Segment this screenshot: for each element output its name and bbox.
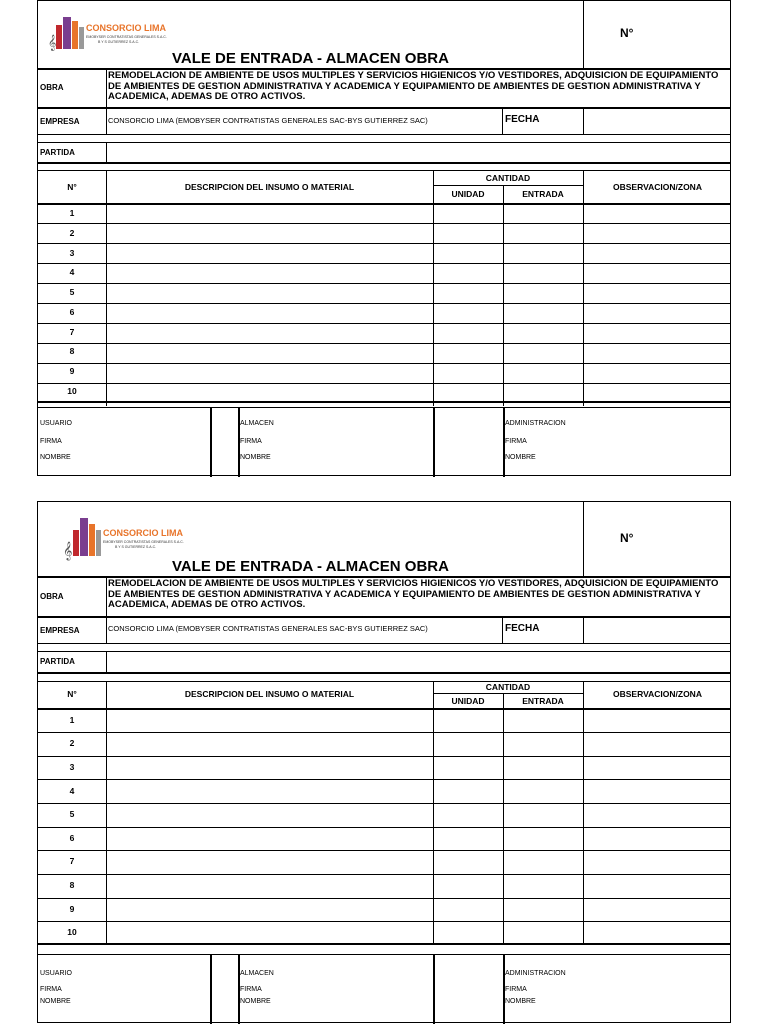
sig-almacen-nombre: NOMBRE bbox=[240, 998, 271, 1005]
obra-value: REMODELACION DE AMBIENTE DE USOS MULTIPLES Y SERVICIOS HIGIENICOS Y/O VESTIDORES, ADQUISICION DE EQUIPAMIENTO DE AMBIENTES DE GESTION ADMINISTRATIVA Y ACADEMICA Y EQUIPAMIENTO DE AMBIENTES DE GESTION ADMINISTRATIVA Y ACADEMICA, ADEMAS DE OTRO ACTIVOS. bbox=[108, 578, 719, 610]
sig-administracion-label: ADMINISTRACION bbox=[505, 970, 566, 977]
row-number: 6 bbox=[69, 833, 75, 843]
number-label: N° bbox=[620, 531, 634, 545]
row-number: 7 bbox=[69, 856, 75, 866]
header-unidad: UNIDAD bbox=[451, 696, 485, 706]
logo-text: CONSORCIO LIMA bbox=[86, 23, 166, 33]
sig-almacen-nombre: NOMBRE bbox=[240, 454, 271, 461]
empresa-value: CONSORCIO LIMA (EMOBYSER CONTRATISTAS GENERALES SAC-BYS GUTIERREZ SAC) bbox=[108, 116, 428, 125]
header-descripcion: DESCRIPCION DEL INSUMO O MATERIAL bbox=[184, 182, 355, 192]
sig-administracion-label: ADMINISTRACION bbox=[505, 420, 566, 427]
obra-value: REMODELACION DE AMBIENTE DE USOS MULTIPLES Y SERVICIOS HIGIENICOS Y/O VESTIDORES, ADQUISICION DE EQUIPAMIENTO DE AMBIENTES DE GESTION ADMINISTRATIVA Y ACADEMICA Y EQUIPAMIENTO DE AMBIENTES DE GESTION ADMINISTRATIVA Y ACADEMICA, ADEMAS DE OTRO ACTIVOS. bbox=[108, 70, 719, 102]
row-number: 10 bbox=[67, 386, 77, 396]
logo-subtext-2: B Y S GUTIERREZ S.A.C. bbox=[115, 545, 157, 549]
company-logo bbox=[48, 11, 167, 53]
row-number: 3 bbox=[69, 248, 75, 258]
header-observacion: OBSERVACION/ZONA bbox=[613, 689, 702, 699]
svg-text:𝄞: 𝄞 bbox=[63, 541, 73, 560]
logo-subtext-1: EMOBYSER CONTRATISTAS GENERALES S.A.C. bbox=[103, 540, 184, 544]
empresa-label: EMPRESA bbox=[40, 117, 80, 126]
row-number: 7 bbox=[69, 327, 75, 337]
obra-label: OBRA bbox=[40, 83, 64, 92]
row-number: 5 bbox=[69, 287, 75, 297]
voucher-2 bbox=[37, 501, 731, 1023]
partida-field[interactable] bbox=[108, 144, 728, 161]
sig-almacen-label: ALMACEN bbox=[240, 420, 274, 427]
sig-usuario-firma: FIRMA bbox=[40, 986, 62, 993]
header-no: N° bbox=[67, 689, 77, 699]
header-descripcion: DESCRIPCION DEL INSUMO O MATERIAL bbox=[184, 689, 355, 699]
header-observacion: OBSERVACION/ZONA bbox=[613, 182, 702, 192]
fecha-field[interactable] bbox=[585, 618, 729, 642]
empresa-label: EMPRESA bbox=[40, 626, 80, 635]
logo-text: CONSORCIO LIMA bbox=[103, 528, 183, 538]
row-number: 4 bbox=[69, 786, 75, 796]
row-number: 9 bbox=[69, 366, 75, 376]
header-cantidad: CANTIDAD bbox=[485, 173, 531, 183]
header-cantidad: CANTIDAD bbox=[485, 682, 531, 692]
form-title: VALE DE ENTRADA - ALMACEN OBRA bbox=[172, 558, 449, 575]
sig-usuario-nombre: NOMBRE bbox=[40, 454, 71, 461]
sig-administracion-firma: FIRMA bbox=[505, 986, 527, 993]
sig-usuario-nombre: NOMBRE bbox=[40, 998, 71, 1005]
row-number: 1 bbox=[69, 208, 75, 218]
row-number: 2 bbox=[69, 738, 75, 748]
form-title: VALE DE ENTRADA - ALMACEN OBRA bbox=[172, 50, 449, 67]
obra-label: OBRA bbox=[40, 592, 64, 601]
row-number: 3 bbox=[69, 762, 75, 772]
row-number: 4 bbox=[69, 267, 75, 277]
fecha-label: FECHA bbox=[505, 114, 540, 125]
row-number: 1 bbox=[69, 715, 75, 725]
header-no: N° bbox=[67, 182, 77, 192]
row-number: 8 bbox=[69, 346, 75, 356]
svg-text:𝄞: 𝄞 bbox=[48, 35, 57, 51]
partida-label: PARTIDA bbox=[40, 148, 75, 157]
sig-administracion-nombre: NOMBRE bbox=[505, 998, 536, 1005]
sig-almacen-firma: FIRMA bbox=[240, 986, 262, 993]
row-number: 8 bbox=[69, 880, 75, 890]
row-number: 6 bbox=[69, 307, 75, 317]
logo-subtext-2: B Y S GUTIERREZ S.A.C. bbox=[98, 40, 140, 44]
logo-subtext-1: EMOBYSER CONTRATISTAS GENERALES S.A.C. bbox=[86, 35, 167, 39]
sig-usuario-firma: FIRMA bbox=[40, 438, 62, 445]
fecha-field[interactable] bbox=[585, 109, 729, 133]
sig-usuario-label: USUARIO bbox=[40, 420, 72, 427]
fecha-label: FECHA bbox=[505, 623, 540, 634]
voucher-1 bbox=[37, 0, 731, 476]
sig-usuario-label: USUARIO bbox=[40, 970, 72, 977]
row-number: 10 bbox=[67, 927, 77, 937]
partida-label: PARTIDA bbox=[40, 657, 75, 666]
row-number: 9 bbox=[69, 904, 75, 914]
sig-almacen-firma: FIRMA bbox=[240, 438, 262, 445]
header-unidad: UNIDAD bbox=[451, 189, 485, 199]
number-field[interactable] bbox=[638, 522, 723, 554]
row-number: 5 bbox=[69, 809, 75, 819]
company-logo bbox=[63, 512, 184, 560]
sig-administracion-firma: FIRMA bbox=[505, 438, 527, 445]
sig-almacen-label: ALMACEN bbox=[240, 970, 274, 977]
header-entrada: ENTRADA bbox=[522, 189, 564, 199]
number-field[interactable] bbox=[638, 19, 723, 49]
empresa-value: CONSORCIO LIMA (EMOBYSER CONTRATISTAS GENERALES SAC-BYS GUTIERREZ SAC) bbox=[108, 624, 428, 633]
number-label: N° bbox=[620, 26, 634, 40]
partida-field[interactable] bbox=[108, 653, 728, 671]
sig-administracion-nombre: NOMBRE bbox=[505, 454, 536, 461]
header-entrada: ENTRADA bbox=[522, 696, 564, 706]
row-number: 2 bbox=[69, 228, 75, 238]
